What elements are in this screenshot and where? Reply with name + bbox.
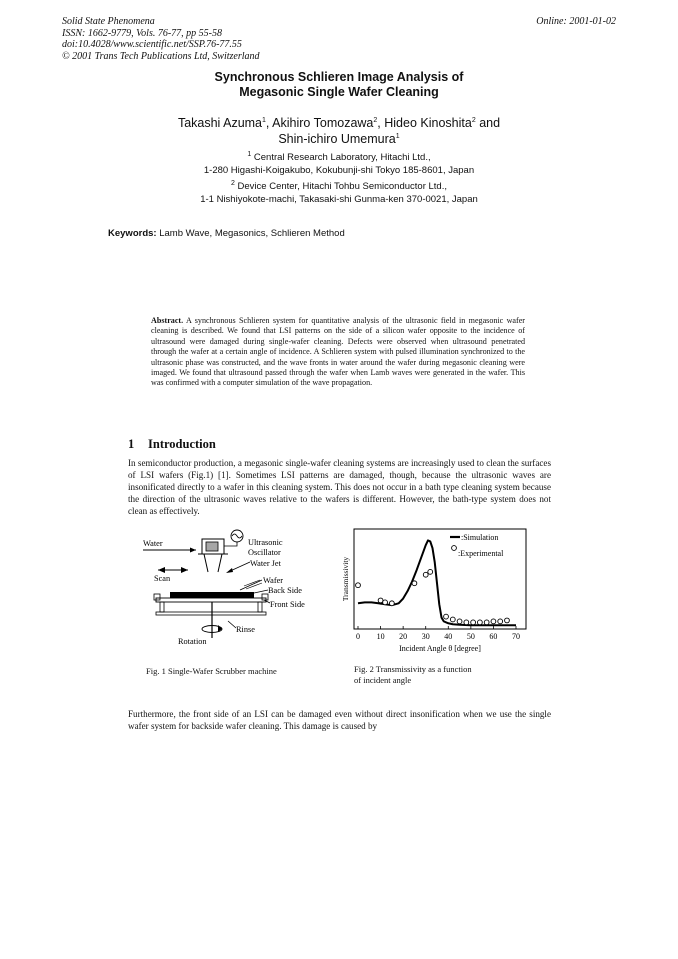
author-4: Shin-ichiro Umemura <box>278 131 396 146</box>
label-ultrasonic: Ultrasonic <box>248 538 283 547</box>
issn-line: ISSN: 1662-9779, Vols. 76-77, pp 55-58 <box>62 27 222 39</box>
figure-2-caption-line-1: Fig. 2 Transmissivity as a function <box>354 664 472 674</box>
intro-paragraph-1: In semiconductor production, a megasonic single-wafer cleaning systems are increasingly used to clean the surfaces of LSI wafers (Fig.1) [1]. Sometimes LSI patterns are damaged, though, because the ultrasonic waves are insonificated directly to a wafer in this cleaning system. This does not occur in a bath type cleaning system because the direction of the ultrasonic waves relative to the wafers is different. However, the bath-type system does not clean as effectively. <box>128 458 551 516</box>
experimental-point <box>464 620 469 625</box>
label-rotation: Rotation <box>178 637 207 646</box>
experimental-point <box>477 620 482 625</box>
label-front-side: Front Side <box>270 600 305 609</box>
experimental-point <box>505 618 510 623</box>
author-2: , Akihiro Tomozawa <box>265 116 374 130</box>
label-oscillator: Oscillator <box>248 548 281 557</box>
experimental-point <box>412 581 417 586</box>
scan-arrow-left-icon <box>158 567 165 573</box>
experimental-point <box>471 620 476 625</box>
affiliation-1-name: Central Research Laboratory, Hitachi Ltd., <box>253 152 431 163</box>
x-tick-label: 10 <box>376 632 385 641</box>
author-3-sup: 2 <box>471 116 476 124</box>
keywords-text: Lamb Wave, Megasonics, Schlieren Method <box>156 228 345 239</box>
water-arrow-icon <box>190 548 196 553</box>
journal-name: Solid State Phenomena <box>62 16 155 27</box>
title-line-1: Synchronous Schlieren Image Analysis of <box>214 70 464 84</box>
experimental-point <box>491 619 496 624</box>
x-tick-label: 70 <box>512 632 520 641</box>
journal-header <box>62 16 616 62</box>
author-4-sup: 1 <box>395 132 400 140</box>
legend-experimental-marker <box>452 546 457 551</box>
label-water-jet: Water Jet <box>250 559 281 568</box>
keywords <box>108 228 345 239</box>
x-tick-label: 40 <box>444 632 453 641</box>
abstract-label: Abstract. <box>151 316 184 325</box>
x-tick-label: 50 <box>466 632 475 641</box>
doi-line: doi:10.4028/www.scientific.net/SSP.76-77.55 <box>62 39 242 50</box>
experimental-point <box>383 600 388 605</box>
paper-title <box>0 70 678 100</box>
keywords-label: Keywords: <box>108 228 157 239</box>
copyright-line: © 2001 Trans Tech Publications Ltd, Switzerland <box>62 50 260 62</box>
x-axis-label: Incident Angle θ [degree] <box>399 644 481 653</box>
section-title: Introduction <box>148 437 216 451</box>
label-back-side: Back Side <box>268 586 302 595</box>
online-date: Online: 2001-01-02 <box>536 16 616 27</box>
label-rinse: Rinse <box>236 625 255 634</box>
experimental-point <box>389 601 394 606</box>
figure-1-schematic <box>140 528 322 650</box>
nozzle-icon <box>204 554 222 572</box>
author-3-tail: and <box>475 116 501 130</box>
figure-1-caption: Fig. 1 Single-Wafer Scrubber machine <box>146 666 277 676</box>
author-1: Takashi Azuma <box>177 116 263 130</box>
section-heading-introduction <box>128 437 216 452</box>
scan-arrow-right-icon <box>181 567 188 573</box>
experimental-point <box>356 583 361 588</box>
y-axis-label: Transmissivity <box>341 556 350 602</box>
affiliation-2-sup: 2 <box>230 179 235 187</box>
label-scan: Scan <box>154 574 171 583</box>
title-line-2: Megasonic Single Wafer Cleaning <box>239 85 439 99</box>
abstract <box>151 316 525 389</box>
intro-paragraph-2: Furthermore, the front side of an LSI can be damaged even without direct insonification when we use the single wafer system for backside wafer cleaning. This damage is caused by <box>128 709 551 731</box>
x-tick-label: 30 <box>421 632 430 641</box>
transducer-icon <box>206 542 218 551</box>
label-wafer: Wafer <box>263 576 284 585</box>
section-number: 1 <box>128 437 135 451</box>
affiliation-1-address: 1-280 Higashi-Koigakubo, Kokubunji-shi Tokyo 185-8601, Japan <box>203 164 475 176</box>
affiliation-2-address: 1-1 Nishiyokote-machi, Takasaki-shi Gunma-ken 370-0021, Japan <box>200 193 478 205</box>
experimental-point <box>457 619 462 624</box>
x-tick-label: 20 <box>399 632 408 641</box>
figure-2-chart <box>340 525 536 659</box>
legend-experimental-label: :Experimental <box>458 549 504 558</box>
affiliation-2 <box>0 181 678 206</box>
wafer-shape <box>170 592 254 598</box>
affiliation-1-sup: 1 <box>247 150 252 158</box>
experimental-point <box>450 617 455 622</box>
transmissivity-chart <box>340 525 536 659</box>
abstract-text: A synchronous Schlieren system for quantitative analysis of the ultrasonic field in megasonic wafer cleaning is described. We found that LSI patterns on the side of a silicon wafer opposite to the incidence of ultrasound were damaged during single-wafer cleaning. Defects were observed when ultrasound penetrated through the wafer at a certain angle of incidence. A Schlieren system with pulsed illumination synchronized to the ultrasonic phase was constructed, and the wave fronts in water around the wafer during megasonic cleaning were imaged. We found that ultrasound passed through the wafer when Lamb waves were generated in the wafer. This was confirmed with a computer simulation of the wave propagation. <box>151 316 525 388</box>
experimental-point <box>444 614 449 619</box>
author-1-sup: 1 <box>262 116 266 124</box>
experimental-point <box>484 620 489 625</box>
figure-2-caption-line-2: of incident angle <box>354 674 412 685</box>
experimental-point <box>423 572 428 577</box>
author-2-sup: 2 <box>373 116 378 124</box>
label-water: Water <box>143 539 163 548</box>
author-list <box>0 116 678 147</box>
author-3: , Hideo Kinoshita <box>377 116 472 130</box>
experimental-point <box>498 619 503 624</box>
x-tick-label: 0 <box>356 632 360 641</box>
figure-2-caption <box>354 664 472 685</box>
affiliation-2-name: Device Center, Hitachi Tohbu Semiconductor Ltd., <box>237 181 447 192</box>
legend-simulation-label: :Simulation <box>461 533 499 542</box>
chart-legend <box>450 533 504 558</box>
experimental-point <box>428 569 433 574</box>
affiliation-1 <box>0 152 678 177</box>
x-tick-label: 60 <box>489 632 498 641</box>
